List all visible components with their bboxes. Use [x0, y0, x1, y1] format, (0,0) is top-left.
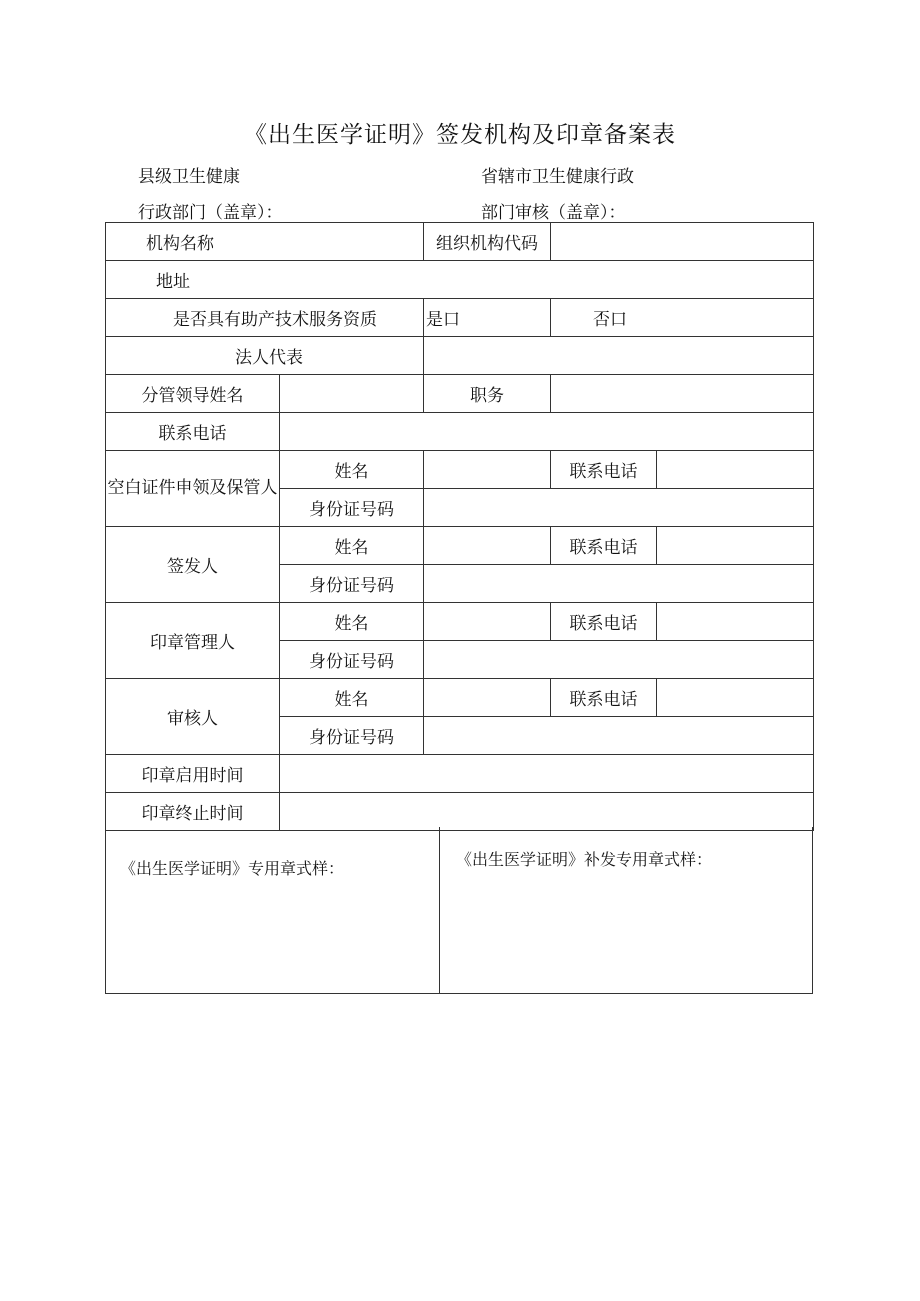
- seal-end-field[interactable]: [280, 793, 814, 831]
- midwifery-question-label: 是否具有助产技术服务资质: [106, 299, 424, 337]
- reviewer-name-field[interactable]: [424, 679, 551, 717]
- keeper-id-label: 身份证号码: [280, 489, 424, 527]
- seal-end-label: 印章终止时间: [106, 793, 280, 831]
- registration-form: [105, 222, 814, 831]
- seal-manager-phone-field[interactable]: [657, 603, 814, 641]
- org-name-row: [106, 223, 814, 261]
- legal-rep-row: [106, 337, 814, 375]
- reviewer-name-label: 姓名: [280, 679, 424, 717]
- keeper-phone-field[interactable]: [657, 451, 814, 489]
- province-dept-label-line1: 省辖市卫生健康行政: [481, 167, 634, 187]
- leader-name-label: 分管领导姓名: [106, 375, 280, 413]
- signer-phone-field[interactable]: [657, 527, 814, 565]
- signer-name-field[interactable]: [424, 527, 551, 565]
- signer-role-label: 签发人: [106, 527, 280, 603]
- org-code-label: 组织机构代码: [424, 223, 551, 261]
- seal-start-label: 印章启用时间: [106, 755, 280, 793]
- seal-start-row: [106, 755, 814, 793]
- reissue-seal-label: 《出生医学证明》补发专用章式样：: [456, 850, 713, 869]
- midwifery-yes-option[interactable]: 是口: [424, 299, 551, 337]
- reviewer-id-field[interactable]: [424, 717, 814, 755]
- keeper-role-label: 空白证件申领及保管人: [106, 451, 280, 527]
- seal-section-divider: [439, 827, 440, 993]
- province-dept-label-line2: 部门审核（盖章）：: [481, 203, 626, 223]
- contact-phone-label: 联系电话: [106, 413, 280, 451]
- seal-start-field[interactable]: [280, 755, 814, 793]
- reviewer-id-label: 身份证号码: [280, 717, 424, 755]
- midwifery-no-option[interactable]: 否口: [551, 299, 814, 337]
- signer-phone-label: 联系电话: [551, 527, 657, 565]
- county-dept-label-line2: 行政部门（盖章）：: [138, 203, 283, 223]
- position-field[interactable]: [551, 375, 814, 413]
- org-name-label: 机构名称: [106, 223, 424, 261]
- keeper-id-field[interactable]: [424, 489, 814, 527]
- reviewer-role-label: 审核人: [106, 679, 280, 755]
- county-dept-label-line1: 县级卫生健康: [138, 167, 240, 187]
- seal-manager-id-label: 身份证号码: [280, 641, 424, 679]
- seal-manager-name-row: [106, 603, 814, 641]
- reviewer-phone-label: 联系电话: [551, 679, 657, 717]
- seal-samples-section: [105, 827, 813, 994]
- keeper-name-row: [106, 451, 814, 489]
- keeper-name-field[interactable]: [424, 451, 551, 489]
- seal-manager-id-field[interactable]: [424, 641, 814, 679]
- midwifery-row: [106, 299, 814, 337]
- birth-cert-seal-label: 《出生医学证明》专用章式样：: [120, 859, 345, 878]
- seal-manager-phone-label: 联系电话: [551, 603, 657, 641]
- address-label: 地址: [106, 261, 814, 299]
- address-row: [106, 261, 814, 299]
- seal-manager-name-label: 姓名: [280, 603, 424, 641]
- signer-id-field[interactable]: [424, 565, 814, 603]
- org-code-field[interactable]: [551, 223, 814, 261]
- contact-phone-field[interactable]: [280, 413, 814, 451]
- contact-phone-row: [106, 413, 814, 451]
- signer-id-label: 身份证号码: [280, 565, 424, 603]
- legal-rep-label: 法人代表: [106, 337, 424, 375]
- signer-name-label: 姓名: [280, 527, 424, 565]
- position-label: 职务: [424, 375, 551, 413]
- keeper-phone-label: 联系电话: [551, 451, 657, 489]
- reviewer-name-row: [106, 679, 814, 717]
- seal-manager-name-field[interactable]: [424, 603, 551, 641]
- leader-name-field[interactable]: [280, 375, 424, 413]
- keeper-name-label: 姓名: [280, 451, 424, 489]
- seal-end-row: [106, 793, 814, 831]
- legal-rep-field[interactable]: [424, 337, 814, 375]
- reviewer-phone-field[interactable]: [657, 679, 814, 717]
- leader-row: [106, 375, 814, 413]
- page-title: 《出生医学证明》签发机构及印章备案表: [244, 122, 676, 148]
- signer-name-row: [106, 527, 814, 565]
- seal-manager-role-label: 印章管理人: [106, 603, 280, 679]
